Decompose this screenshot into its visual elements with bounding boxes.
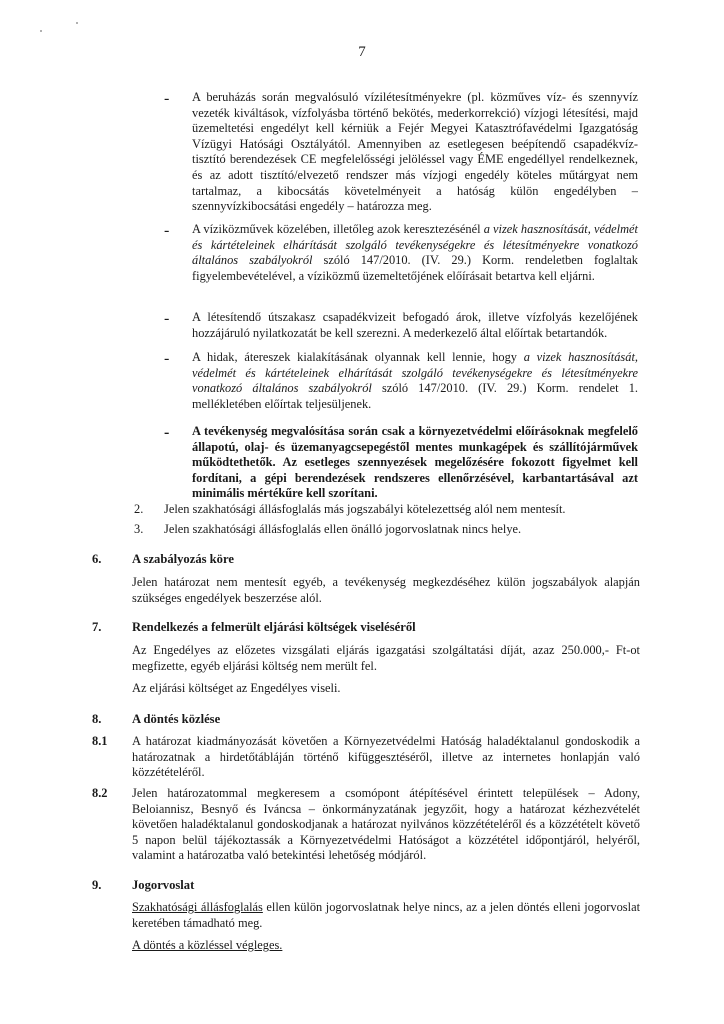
text-run: ellen külön jogorvoslatnak helye nincs, az a jelen döntés elleni jogorvoslat keretében támadható meg. <box>132 900 641 930</box>
text-run: A víziközművek közelében, illetőleg azok keresztezésénél <box>192 222 484 236</box>
dash-marker: - <box>164 222 170 239</box>
section-paragraph: Jelen határozatommal megkeresem a csomópont átépítésével érintett települések – Adony, Beloiannisz, Besnyő és Iváncsa – önkormányzatának jegyzőit, hogy a határozat kézhezvételét követően haladéktalanul gondoskodjanak a határozat nyilvános közzétételéről és a közzétételt követő 5 napon belül tájékoztassák a Környezetvédelmi Hatóságot a közzététel időpontjáról, helyéről, valamint a határozatba való betekintési lehetőség módjáról. <box>132 786 640 863</box>
dash-marker: - <box>164 90 170 107</box>
dash-item-text: A létesítendő útszakasz csapadékvizeit befogadó árok, illetve vízfolyás kezelőjének hozzájáruló nyilatkozatát be kell szerezni. A mederkezelő által előírtak betartandók. <box>192 310 638 340</box>
scan-speck <box>40 30 42 32</box>
section-paragraph: Jelen határozat nem mentesít egyéb, a tevékenység megkezdéséhez külön jogszabályok alapján szükséges engedélyek beszerzése alól. <box>132 575 640 605</box>
numbered-item-text: Jelen szakhatósági állásfoglalás ellen önálló jogorvoslatnak nincs helye. <box>164 522 522 536</box>
text-run: A hidak, átereszek kialakításának olyannak kell lennie, hogy <box>192 350 524 364</box>
text-run: szóló 147/2010. (IV. 29.) Korm. rendeletben foglaltak figyelembevételével, a víziközmű üzemeltetőjének előírásait betartva kell eljárni. <box>192 253 638 283</box>
final-statement: A döntés a közléssel végleges. <box>132 938 283 952</box>
section-paragraph <box>132 900 640 931</box>
dash-item-text <box>192 222 638 284</box>
section-number: 7. <box>92 620 102 634</box>
subsection-number: 8.2 <box>92 786 108 800</box>
section-title: Rendelkezés a felmerült eljárási költségek viseléséről <box>132 620 416 634</box>
dash-item-text: A beruházás során megvalósuló vízilétesítményekre (pl. közműves víz- és szennyvíz vezeték kiváltások, vízfolyásba történő bekötés, mederkorrekció) vízjogi létesítési, majd üzemeltetési engedélyt kell kérniük a Fejér Megyei Katasztrófavédelmi Igazgatóság Vízügyi Hatósági Osztályától. Amennyiben az esetlegesen beépítendő csapadékvíz-tisztító berendezések CE megfelelősségi jelöléssel vagy ÉME engedéllyel rendelkeznek, és az adott tisztító/elvezető rendszer más vízjogi engedély köteles műtárgyat nem tartalmaz, a kibocsátás követelményeit a hatóság külön engedélyben – szennyvízkibocsátási engedély – határozza meg. <box>192 90 638 214</box>
dash-marker: - <box>164 350 170 367</box>
section-number: 9. <box>92 878 102 892</box>
section-paragraph: Az eljárási költséget az Engedélyes viseli. <box>132 681 341 695</box>
text-run: szóló 147/2010. (IV. 29.) Korm. rendelet 1. mellékletében előírtak teljesüljenek. <box>192 381 638 411</box>
numbered-item-num: 2. <box>134 502 144 516</box>
numbered-item-num: 3. <box>134 522 144 536</box>
underlined-text: Szakhatósági állásfoglalás <box>132 900 263 914</box>
section-number: 6. <box>92 552 102 566</box>
section-title: A szabályozás köre <box>132 552 234 566</box>
subsection-number: 8.1 <box>92 734 108 748</box>
scan-speck <box>76 22 78 24</box>
dash-item-text <box>192 350 638 412</box>
dash-marker: - <box>164 424 170 441</box>
dash-item-text-bold: A tevékenység megvalósítása során csak a környezetvédelmi előírásoknak megfelelő állapotú, olaj- és üzemanyagcsepegéstől mentes munkagépek és szállítójárművek működtethetők. Az esetleges szennyezések megelőzésére fokozott figyelmet kell fordítani, a gépi berendezések rendszeres ellenőrzésével, karbantartásával azt minimális mértékűre kell szorítani. <box>192 424 638 501</box>
dash-marker: - <box>164 310 170 327</box>
section-title: Jogorvoslat <box>132 878 195 892</box>
section-paragraph: A határozat kiadmányozását követően a Környezetvédelmi Hatóság haladéktalanul gondoskodik a határozatnak a hirdetőtábláján történő kifüggesztéséről, illetve az internetes honlapján való közzétételéről. <box>132 734 640 780</box>
section-number: 8. <box>92 712 102 726</box>
numbered-item-text: Jelen szakhatósági állásfoglalás más jogszabályi kötelezettség alól nem mentesít. <box>164 502 566 516</box>
page-number: 7 <box>358 44 366 60</box>
italic-regulation-title: a vizek hasznosítását, védelmét és kártételeinek elhárítását szolgáló tevékenységekre és létesítményekre vonatkozó általános szabályokról <box>192 350 638 396</box>
section-title: A döntés közlése <box>132 712 221 726</box>
italic-regulation-title: a vizek hasznosítását, védelmét és kártételeinek elhárítását szolgáló tevékenységekre és létesítményekre vonatkozó általános szabályokról <box>192 222 638 268</box>
section-paragraph: Az Engedélyes az előzetes vizsgálati eljárás igazgatási szolgáltatási díját, azaz 250.000,- Ft-ot megfizette, egyéb eljárási költség nem merült fel. <box>132 643 640 673</box>
